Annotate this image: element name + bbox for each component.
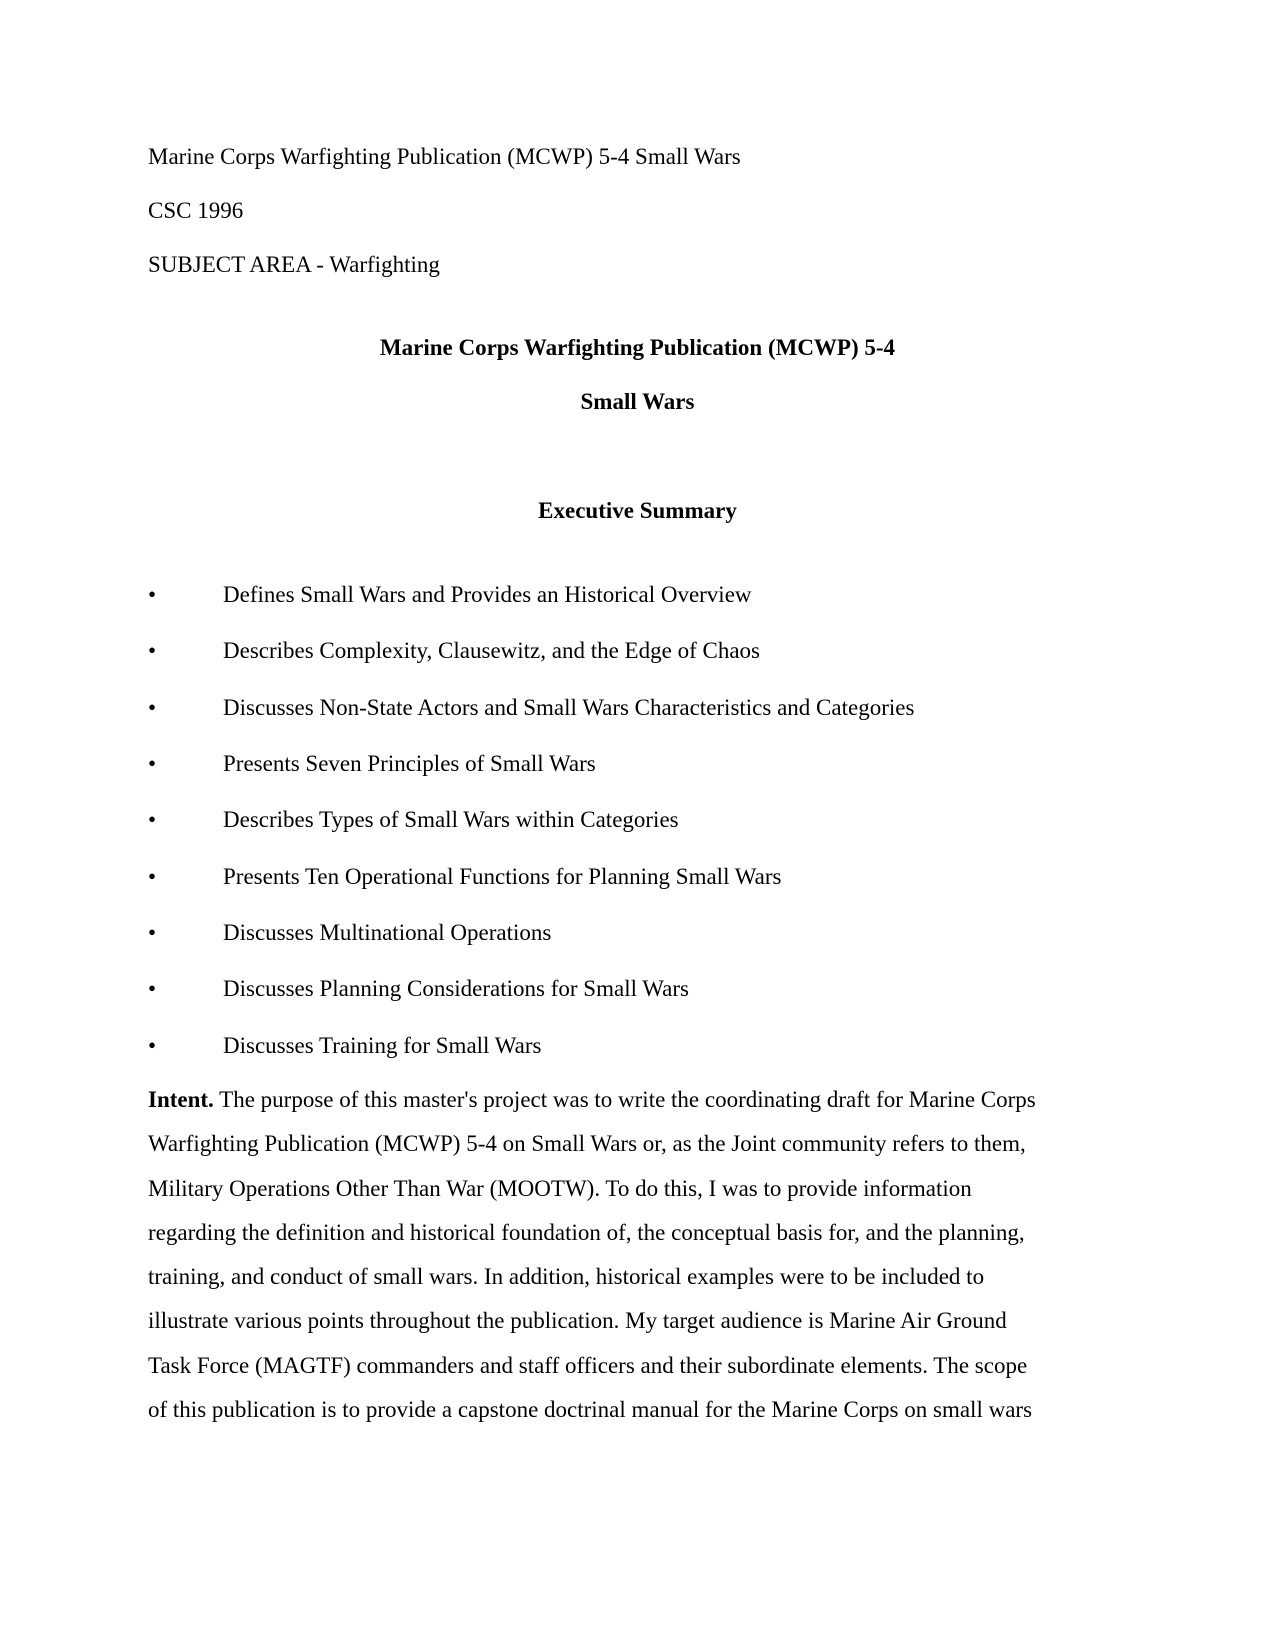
list-item bbox=[148, 694, 1148, 722]
list-item-text: Describes Complexity, Clausewitz, and the Edge of Chaos bbox=[223, 638, 760, 663]
bullet-icon: • bbox=[148, 920, 157, 945]
header-csc-line: CSC 1996 bbox=[148, 198, 244, 223]
list-item bbox=[148, 637, 1148, 665]
list-item bbox=[148, 863, 1148, 891]
bullet-icon: • bbox=[148, 638, 157, 663]
list-item-text: Presents Ten Operational Functions for Planning Small Wars bbox=[223, 864, 782, 889]
document-subtitle: Small Wars bbox=[580, 389, 695, 414]
intent-line bbox=[148, 1078, 1128, 1122]
section-heading: Executive Summary bbox=[538, 498, 737, 523]
list-item bbox=[148, 806, 1148, 834]
list-item-text: Describes Types of Small Wars within Categories bbox=[223, 807, 679, 832]
intent-label: Intent. bbox=[148, 1087, 214, 1112]
list-item-text: Discusses Non-State Actors and Small Wars Characteristics and Categories bbox=[223, 695, 915, 720]
bullet-icon: • bbox=[148, 807, 157, 832]
bullet-icon: • bbox=[148, 582, 157, 607]
list-item-text: Discusses Training for Small Wars bbox=[223, 1033, 542, 1058]
intent-line-text: The purpose of this master's project was to write the coordinating draft for Marine Corps bbox=[213, 1087, 1036, 1112]
list-item bbox=[148, 750, 1148, 778]
list-item bbox=[148, 581, 1148, 609]
list-item bbox=[148, 975, 1148, 1003]
header-subject-area-line: SUBJECT AREA - Warfighting bbox=[148, 252, 440, 277]
intent-line: Task Force (MAGTF) commanders and staff officers and their subordinate elements. The scope bbox=[148, 1352, 1028, 1378]
bullet-icon: • bbox=[148, 751, 157, 776]
list-item-text: Presents Seven Principles of Small Wars bbox=[223, 751, 596, 776]
intent-line: regarding the definition and historical foundation of, the conceptual basis for, and the planning, bbox=[148, 1219, 1025, 1245]
list-item-text: Defines Small Wars and Provides an Historical Overview bbox=[223, 582, 752, 607]
intent-line: Warfighting Publication (MCWP) 5-4 on Small Wars or, as the Joint community refers to them, bbox=[148, 1131, 1026, 1157]
intent-paragraph bbox=[148, 1078, 1128, 1432]
header-publication-line: Marine Corps Warfighting Publication (MCWP) 5-4 Small Wars bbox=[148, 144, 741, 169]
bullet-icon: • bbox=[148, 976, 157, 1001]
intent-line: training, and conduct of small wars. In addition, historical examples were to be included to bbox=[148, 1264, 985, 1290]
intent-line: of this publication is to provide a capstone doctrinal manual for the Marine Corps on small wars bbox=[148, 1397, 1033, 1423]
list-item-text: Discusses Multinational Operations bbox=[223, 920, 552, 945]
list-item bbox=[148, 1032, 1148, 1060]
intent-line: Military Operations Other Than War (MOOTW). To do this, I was to provide information bbox=[148, 1175, 972, 1201]
list-item bbox=[148, 919, 1148, 947]
document-title: Marine Corps Warfighting Publication (MCWP) 5-4 bbox=[379, 335, 896, 360]
bullet-icon: • bbox=[148, 864, 157, 889]
list-item-text: Discusses Planning Considerations for Small Wars bbox=[223, 976, 689, 1001]
bullet-icon: • bbox=[148, 695, 157, 720]
intent-line: illustrate various points throughout the publication. My target audience is Marine Air Ground bbox=[148, 1308, 1007, 1334]
bullet-icon: • bbox=[148, 1033, 157, 1058]
